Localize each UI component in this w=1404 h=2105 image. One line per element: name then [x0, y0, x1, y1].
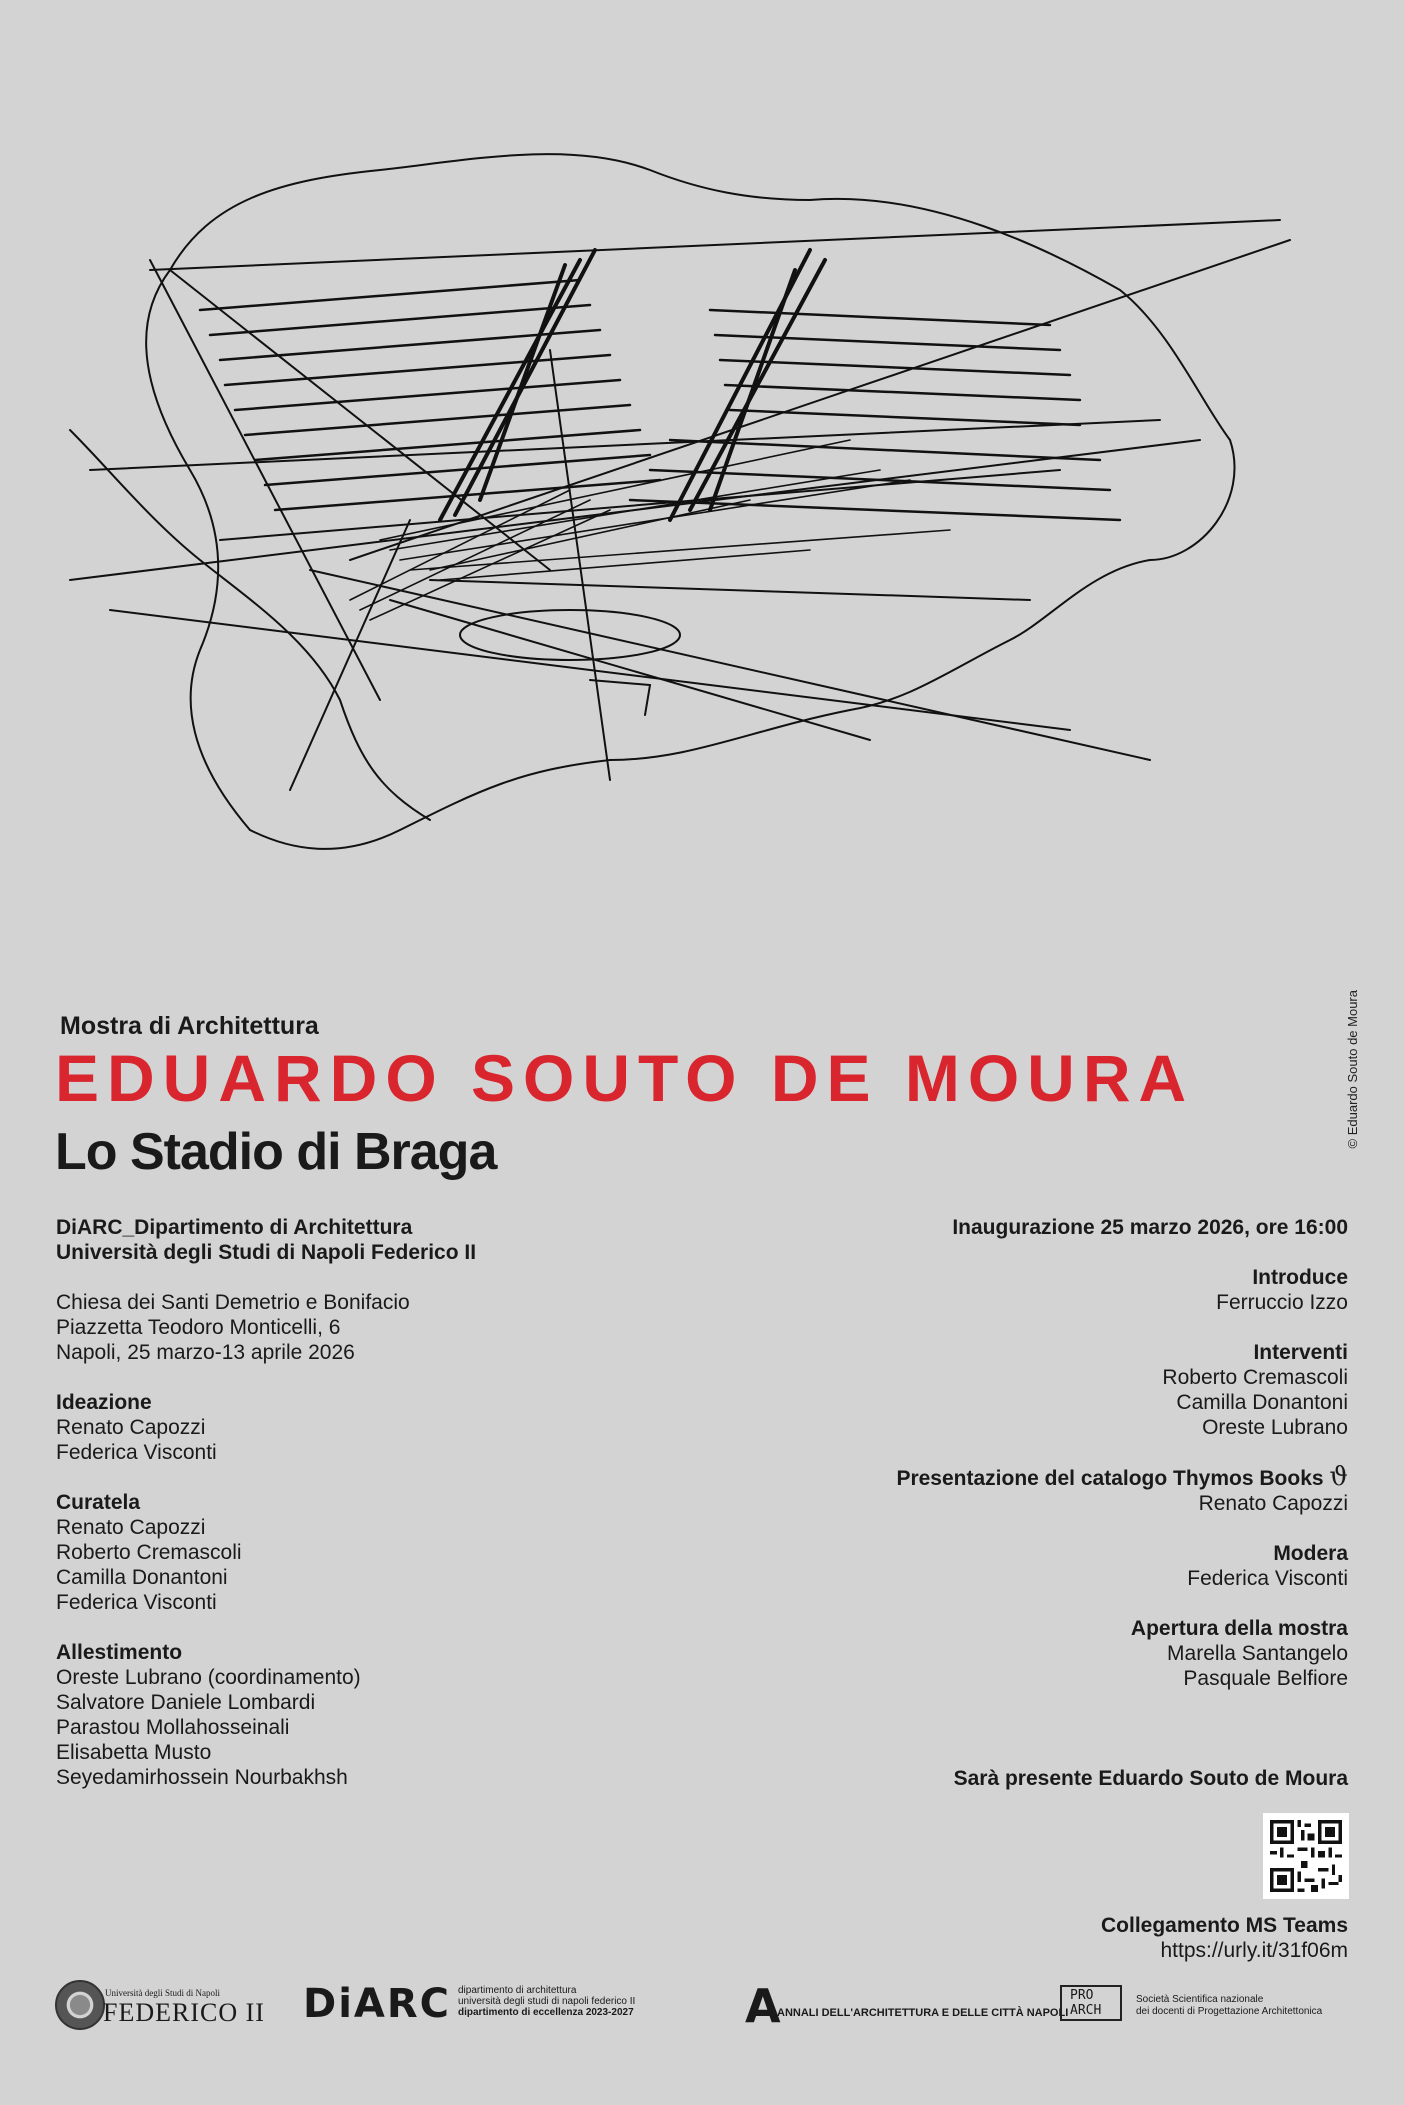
teams-block: [1101, 1913, 1348, 1963]
section-heading: Presentazione del catalogo Thymos Books: [896, 1467, 1324, 1490]
teams-label: Collegamento MS Teams: [1101, 1914, 1348, 1937]
university-seal-icon: [55, 1980, 105, 2030]
teams-link[interactable]: https://urly.it/31f06m: [1160, 1939, 1348, 1962]
venue-line: Piazzetta Teodoro Monticelli, 6: [56, 1316, 341, 1339]
proarch-text: [1136, 1994, 1322, 2018]
thymos-logo-icon: ϑ: [1329, 1462, 1348, 1492]
institution-line: DiARC_Dipartimento di Architettura: [56, 1216, 413, 1239]
venue-line: Napoli, 25 marzo-13 aprile 2026: [56, 1341, 355, 1364]
credit-name: Federica Visconti: [56, 1591, 217, 1614]
modera-block: [728, 1541, 1348, 1591]
section-heading: Apertura della mostra: [1130, 1617, 1348, 1640]
annali-text: ANNALI DELL'ARCHITETTURA E DELLE CITTÀ NAPOLI: [777, 2007, 1069, 2019]
institution-line: Università degli Studi di Napoli Federico II: [56, 1241, 477, 1264]
speaker-name: Pasquale Belfiore: [1183, 1667, 1348, 1690]
credit-name: Seyedamirhossein Nourbakhsh: [56, 1766, 348, 1789]
credit-name: Oreste Lubrano (coordinamento): [56, 1666, 361, 1689]
speaker-name: Federica Visconti: [1187, 1567, 1348, 1590]
institution-block: [56, 1215, 616, 1265]
page-subtitle: Lo Stadio di Braga: [55, 1123, 497, 1181]
catalogo-heading: [728, 1462, 1348, 1492]
program-column: [728, 1215, 1348, 1791]
section-heading: Allestimento: [56, 1641, 183, 1664]
qr-code-icon[interactable]: [1263, 1813, 1349, 1899]
speaker-name: Oreste Lubrano: [1202, 1416, 1348, 1439]
speaker-name: Roberto Cremascoli: [1162, 1366, 1348, 1389]
proarch-box-line: PRO: [1070, 1988, 1094, 2003]
exhibition-kicker: Mostra di Architettura: [60, 1012, 319, 1040]
diarc-wordmark: DiARC: [303, 1981, 452, 2027]
credit-name: Federica Visconti: [56, 1441, 217, 1464]
federico-small-text: Università degli Studi di Napoli: [105, 1988, 220, 1998]
page-title: EDUARDO SOUTO DE MOURA: [55, 1041, 1195, 1115]
venue-line: Chiesa dei Santi Demetrio e Bonifacio: [56, 1291, 410, 1314]
diarc-line: dipartimento di eccellenza 2023-2027: [458, 2007, 634, 2018]
proarch-line: dei docenti di Progettazione Architettonica: [1136, 2006, 1323, 2017]
federico-big-text: FEDERICO II: [103, 1998, 265, 2027]
speaker-name: Renato Capozzi: [1198, 1492, 1348, 1515]
apertura-block: [728, 1616, 1348, 1691]
introduce-block: [728, 1265, 1348, 1315]
section-heading: Modera: [1273, 1542, 1348, 1565]
federico-ii-logo: [55, 1980, 265, 2032]
proarch-box: [1060, 1985, 1122, 2021]
ideazione-block: [56, 1390, 616, 1465]
copyright-credit: [1345, 990, 1365, 1160]
credit-name: Camilla Donantoni: [56, 1566, 228, 1589]
credit-name: Roberto Cremascoli: [56, 1541, 242, 1564]
section-heading: Introduce: [1252, 1266, 1348, 1289]
interventi-block: [728, 1340, 1348, 1440]
credit-name: Parastou Mollahosseinali: [56, 1716, 290, 1739]
inauguration-line: Inaugurazione 25 marzo 2026, ore 16:00: [952, 1216, 1348, 1239]
credits-column: [56, 1215, 616, 1815]
presence-note: Sarà presente Eduardo Souto de Moura: [953, 1767, 1348, 1790]
diarc-logo: [303, 1983, 643, 2033]
curatela-block: [56, 1490, 616, 1615]
proarch-box-line: ARCH: [1070, 2003, 1102, 2018]
architectural-sketch: [50, 140, 1340, 910]
diarc-text: [458, 1985, 635, 2018]
proarch-logo: [1060, 1985, 1360, 2030]
speaker-name: Marella Santangelo: [1167, 1642, 1348, 1665]
speaker-name: Ferruccio Izzo: [1216, 1291, 1348, 1314]
credit-name: Renato Capozzi: [56, 1416, 206, 1439]
venue-block: [56, 1290, 616, 1365]
credit-name: Renato Capozzi: [56, 1516, 206, 1539]
credit-name: Salvatore Daniele Lombardi: [56, 1691, 316, 1714]
section-heading: Ideazione: [56, 1391, 152, 1414]
speaker-name: Camilla Donantoni: [1176, 1391, 1348, 1414]
allestimento-block: [56, 1640, 616, 1790]
partner-logos: [0, 1975, 1404, 2045]
diarc-line: università degli studi di napoli federico II: [458, 1996, 636, 2007]
credit-name: Elisabetta Musto: [56, 1741, 212, 1764]
annali-logo: [745, 1979, 1069, 2033]
copyright-text: © Eduardo Souto de Moura: [1345, 990, 1360, 1149]
diarc-line: dipartimento di architettura: [458, 1985, 577, 1996]
catalogo-block: [728, 1462, 1348, 1516]
proarch-line: Società Scientifica nazionale: [1136, 1994, 1264, 2005]
section-heading: Interventi: [1253, 1341, 1348, 1364]
annali-mark-icon: A: [745, 1979, 781, 2033]
section-heading: Curatela: [56, 1491, 141, 1514]
